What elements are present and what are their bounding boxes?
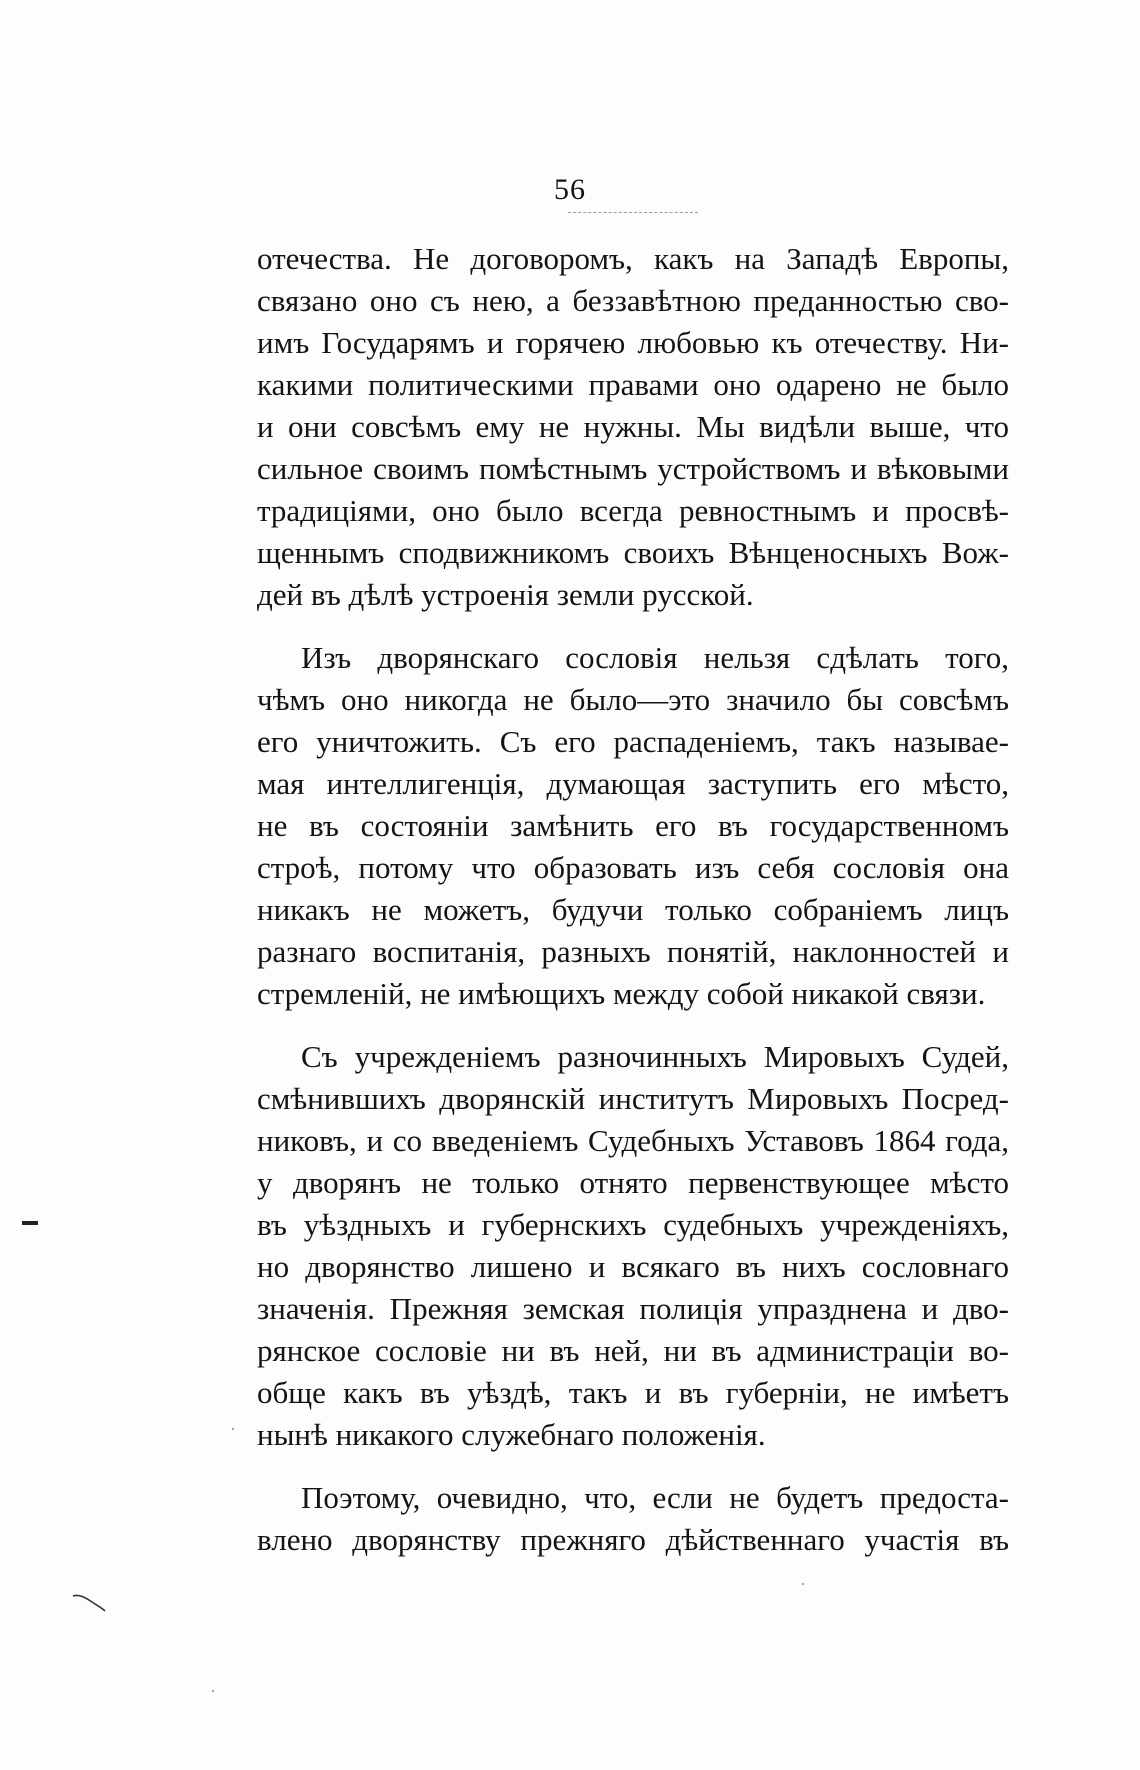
text-line: разнаго воспитанія, разныхъ понятій, наклонностей и bbox=[257, 934, 1009, 969]
text-line: мая интеллигенція, думающая заступить его мѣсто, bbox=[257, 766, 1009, 801]
text-line: какими политическими правами оно одарено не было bbox=[257, 367, 1009, 402]
scan-mark bbox=[22, 1221, 38, 1225]
scan-speck bbox=[212, 1690, 214, 1692]
text-line: но дворянство лишено и всякаго въ нихъ сословнаго bbox=[257, 1249, 1009, 1284]
paragraph-1 bbox=[257, 238, 1009, 616]
text-line: его уничтожить. Съ его распаденіемъ, такъ называе- bbox=[257, 724, 1009, 759]
page-number: 56 bbox=[554, 173, 586, 206]
text-line: Поэтому, очевидно, что, если не будетъ предоста- bbox=[301, 1480, 1009, 1515]
text-line: смѣнившихъ дворянскій институтъ Мировыхъ Посред- bbox=[257, 1081, 1009, 1116]
text-line: нынѣ никакого служебнаго положенія. bbox=[257, 1417, 766, 1452]
text-line: связано оно съ нею, а беззавѣтною преданностью сво- bbox=[257, 283, 1009, 318]
scan-mark bbox=[72, 1592, 106, 1612]
text-line: дей въ дѣлѣ устроенія земли русской. bbox=[257, 577, 754, 612]
scan-speck bbox=[802, 1583, 804, 1585]
text-line: въ уѣздныхъ и губернскихъ судебныхъ учрежденіяхъ, bbox=[257, 1207, 1009, 1242]
text-line: чѣмъ оно никогда не было—это значило бы совсѣмъ bbox=[257, 682, 1009, 717]
text-line: строѣ, потому что образовать изъ себя сословія она bbox=[257, 850, 1009, 885]
text-line: стремленій, не имѣющихъ между собой никакой связи. bbox=[257, 976, 986, 1011]
paragraph-2 bbox=[257, 637, 1009, 1015]
paragraph-4 bbox=[257, 1477, 1009, 1561]
text-line: отечества. Не договоромъ, какъ на Западѣ Европы, bbox=[257, 241, 1009, 276]
text-line: и они совсѣмъ ему не нужны. Мы видѣли выше, что bbox=[257, 409, 1009, 444]
text-line: не въ состояніи замѣнить его въ государственномъ bbox=[257, 808, 1009, 843]
text-line: обще какъ въ уѣздѣ, такъ и въ губерніи, не имѣетъ bbox=[257, 1375, 1009, 1410]
paragraph-3 bbox=[257, 1036, 1009, 1456]
text-line: у дворянъ не только отнято первенствующее мѣсто bbox=[257, 1165, 1009, 1200]
text-line: влено дворянству прежняго дѣйственнаго участія въ bbox=[257, 1522, 1009, 1557]
scan-speck bbox=[232, 1428, 234, 1430]
text-line: значенія. Прежняя земская полиція упразднена и дво- bbox=[257, 1291, 1009, 1326]
text-line: сильное своимъ помѣстнымъ устройствомъ и вѣковыми bbox=[257, 451, 1009, 486]
text-line: никовъ, и со введеніемъ Судебныхъ Уставовъ 1864 года, bbox=[257, 1123, 1009, 1158]
page-number-rule bbox=[568, 212, 698, 213]
text-line: имъ Государямъ и горячею любовью къ отечеству. Ни- bbox=[257, 325, 1009, 360]
text-line: рянское сословіе ни въ ней, ни въ администраціи во- bbox=[257, 1333, 1009, 1368]
body-text bbox=[257, 238, 1009, 1582]
text-line: Изъ дворянскаго сословія нельзя сдѣлать того, bbox=[301, 640, 1009, 675]
text-line: традиціями, оно было всегда ревностнымъ и просвѣ- bbox=[257, 493, 1009, 528]
text-line: Съ учрежденіемъ разночинныхъ Мировыхъ Судей, bbox=[301, 1039, 1009, 1074]
text-line: никакъ не можетъ, будучи только собраніемъ лицъ bbox=[257, 892, 1009, 927]
text-line: щеннымъ сподвижникомъ своихъ Вѣнценосныхъ Вож- bbox=[257, 535, 1009, 570]
